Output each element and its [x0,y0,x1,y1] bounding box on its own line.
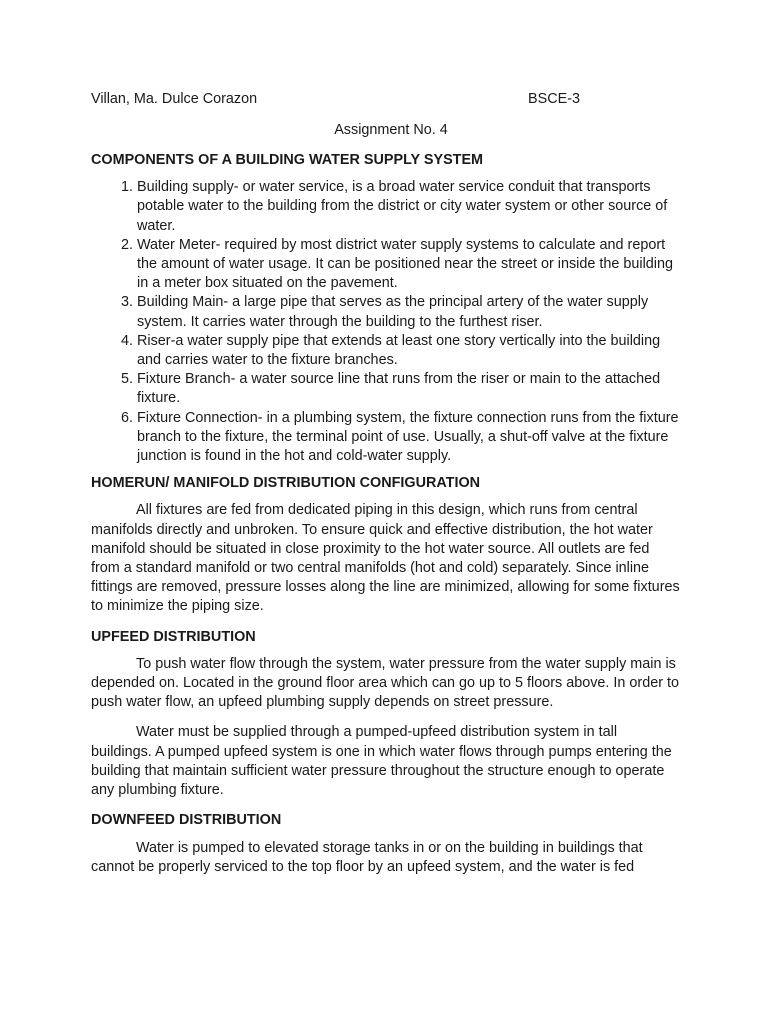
list-item: 2. Water Meter- required by most district water supply systems to calculate and report the amount of water usage. It can be positioned near the street or inside the building in a meter box situated on the pavement. [137,236,681,294]
list-item: 1. Building supply- or water service, is a broad water service conduit that transports potable water to the building from the district or city water system or other source of water. [137,178,681,236]
paragraph: Water is pumped to elevated storage tanks in or on the building in buildings that cannot be properly serviced to the top floor by an upfeed system, and the water is fed [91,839,643,875]
list-item: 4. Riser-a water supply pipe that extends at least one story vertically into the building and carries water to the fixture branches. [137,332,681,370]
section-heading-homerun: HOMERUN/ MANIFOLD DISTRIBUTION CONFIGURATION [91,475,481,492]
student-name: Villan, Ma. Dulce Corazon [91,91,258,107]
paragraph: To push water flow through the system, water pressure from the water supply main is depended on. Located in the ground floor area which can go up to 5 floors above. In order to push water flow, an upfeed plumbing supply depends on street pressure. [91,655,680,711]
section-heading-upfeed: UPFEED DISTRIBUTION [91,628,256,645]
paragraph: Water must be supplied through a pumped-upfeed distribution system in tall buildings. A pumped upfeed system is one in which water flows through pumps entering the building that maintain sufficient water pressure throughout the structure enough to operate any plumbing fixture. [91,724,672,799]
section-heading-downfeed: DOWNFEED DISTRIBUTION [91,812,282,829]
components-list [91,178,681,466]
paragraph: All fixtures are fed from dedicated piping in this design, which runs from central manifolds directly and unbroken. To ensure quick and effective distribution, the hot water manifold should be situated in close proximity to the hot water source. All outlets are fed from a standard manifold or two central manifolds (hot and cold) separately. Since inline fittings are removed, pressure losses along the line are minimized, allowing for some fixtures to minimize the piping size. [91,502,680,615]
document-body [91,151,681,888]
list-item: 5. Fixture Branch- a water source line that runs from the riser or main to the attached fixture. [137,370,681,408]
list-item: 6. Fixture Connection- in a plumbing system, the fixture connection runs from the fixture branch to the fixture, the terminal point of use. Usually, a shut-off valve at the fixture junction is found in the hot and cold-water supply. [137,409,681,467]
assignment-title: Assignment No. 4 [334,122,448,138]
section-heading-components: COMPONENTS OF A BUILDING WATER SUPPLY SYSTEM [91,152,484,168]
course-label: BSCE-3 [528,91,580,107]
list-item: 3. Building Main- a large pipe that serves as the principal artery of the water supply system. It carries water through the building to the furthest riser. [137,293,681,331]
